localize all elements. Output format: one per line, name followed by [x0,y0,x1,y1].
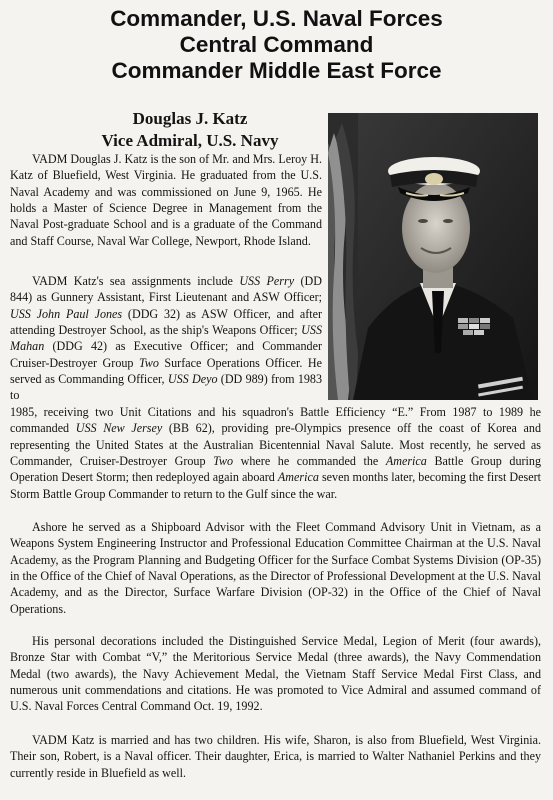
ship-name: USS John Paul Jones [10,306,123,321]
ship-name: USS New Jersey [75,421,163,436]
ship-name: America [385,454,427,469]
profile-name: Douglas J. Katz [132,109,248,128]
paragraph-sea-assignments: VADM Katz's sea assignments include USS Perry (DD 844) as Gunnery Assistant, First Lieutenant and ASW Officer; USS John Paul Jones (DDG 32) as ASW Officer, and after attending Destroyer School, as the ship's Weapons Officer; USS Mahan (DDG 42) as Executive Officer; and Commander Cruiser-Destroyer Group Two Surface Operations Officer. He served as Commanding Officer, USS Deyo (DD 989) from 1983 to [10,274,323,403]
header-line-3: Commander Middle East Force [111,58,442,83]
document-header [0,6,553,84]
paragraph-decorations: His personal decorations included the Distinguished Service Medal, Legion of Merit (four awards), Bronze Star with Combat “V,” the Meritorious Service Medal (three awards), the Navy Commendation Medal (two awards), the Navy Achievement Medal, the Vietnam Staff Service Medal First Class, and numerous unit commendations and citations. He was promoted to Vice Admiral and assumed command of U.S. Naval Forces Central Command Oct. 19, 1992. [10,634,541,714]
ship-name: USS Mahan [10,323,322,354]
header-line-1: Commander, U.S. Naval Forces [110,6,443,31]
ship-name: USS Perry [239,274,295,288]
profile-rank: Vice Admiral, U.S. Navy [101,131,279,150]
ship-name: America [277,470,319,485]
paragraph-shore-assignments: Ashore he served as a Shipboard Advisor with the Fleet Command Advisory Unit in Vietnam, as a Weapons System Engineering Instructor and Professional Education Committee Chairman at the U.S. Naval Academy, as the Program Planning and Budgeting Officer for the Surface Combat Systems Division (OP-35) in the Office of the Chief of Naval Operations, as the Director of Professional Development at the U.S. Naval Academy, and as the Director, Surface Warfare Division (OP-32) in the Office of the Chief of Naval Operations. [10,520,541,616]
paragraph-sea-assignments-continued: 1985, receiving two Unit Citations and his squadron's Battle Efficiency “E.” From 1987 to 1989 he commanded USS New Jersey (BB 62), providing pre-Olympics presence off the coast of Korea and representing the United States at the Australian Bicentennial Naval Salute. Most recently, he served as Commander, Cruiser-Destroyer Group Two where he commanded the America Battle Group during Operation Desert Storm; then redeployed again aboard America seven months later, becoming the first Desert Storm Battle Group Commander to return to the Gulf since the war. [10,405,541,501]
paragraph-family: VADM Katz is married and has two children. His wife, Sharon, is also from Bluefield, West Virginia. Their son, Robert, is a Naval officer. Their daughter, Erica, is married to Walter Nathaniel Perkins and they currently reside in Bluefield as well. [10,733,541,780]
profile-heading [60,108,320,152]
ship-name: USS Deyo [167,372,218,387]
official-portrait-photo [328,113,538,400]
header-line-2: Central Command [179,32,374,57]
paragraph-background: VADM Douglas J. Katz is the son of Mr. and Mrs. Leroy H. Katz of Bluefield, West Virginia. He graduated from the U.S. Naval Academy and was commissioned on June 9, 1965. He holds a Master of Science Degree in Management from the Naval Post-graduate School and is a graduate of the Command and Staff Course, Naval War College, Newport, Rhode Island. [10,152,323,248]
